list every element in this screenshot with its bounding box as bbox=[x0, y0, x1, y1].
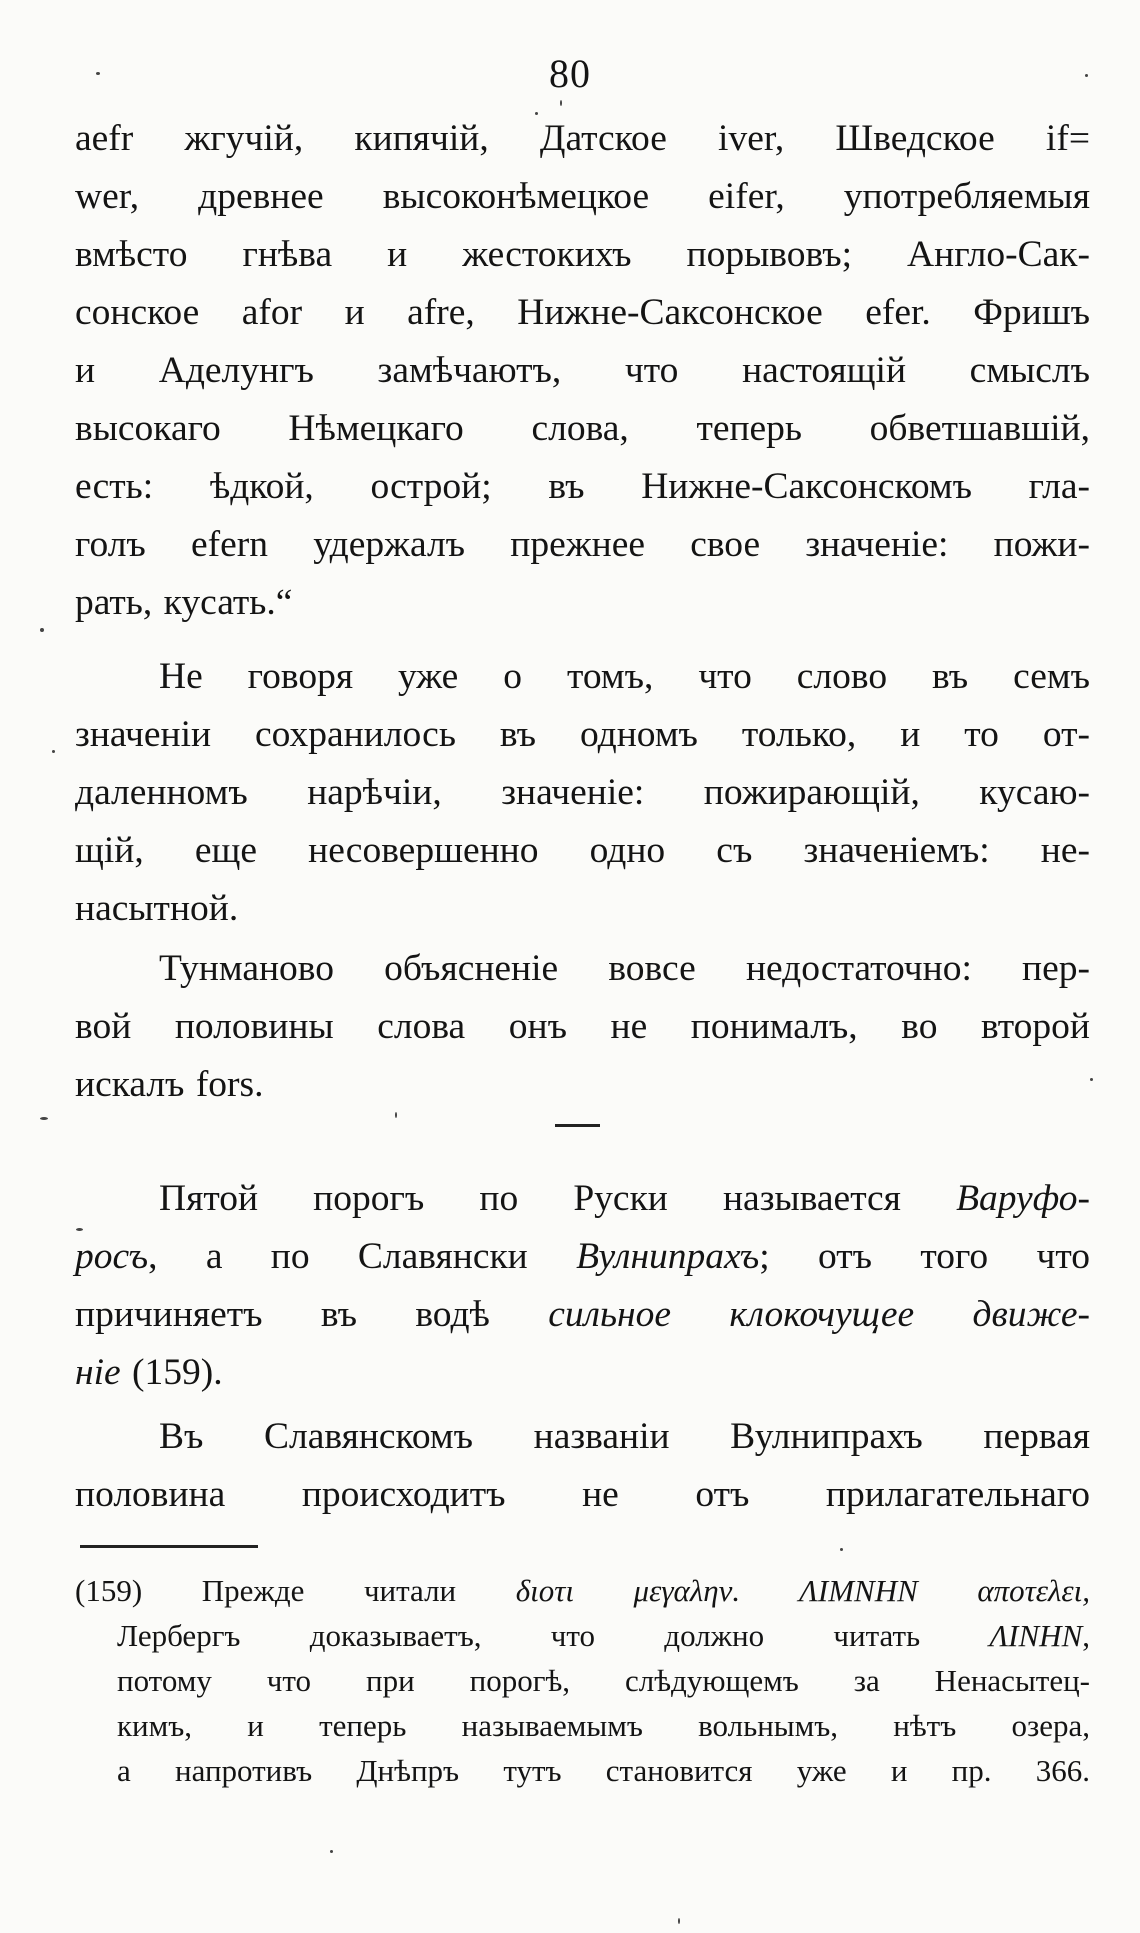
footnote-ref: (159). bbox=[120, 1352, 223, 1393]
text-line: есть: ѣдкой, острой; въ Нижне-Саксонскомъ гла- bbox=[75, 466, 1090, 507]
text-line: щій, еще несовершенно одно съ значеніемъ: не- bbox=[75, 830, 1090, 871]
text-line: сонское afor и afre, Нижне-Саксонское efer. Фришъ bbox=[75, 292, 1090, 333]
paper-speck bbox=[52, 750, 55, 753]
paragraph-4 bbox=[75, 1170, 1090, 1402]
paper-speck bbox=[678, 1918, 680, 1924]
paper-speck bbox=[96, 72, 100, 75]
text-line bbox=[75, 1286, 1090, 1344]
text-line: искалъ fors. bbox=[75, 1064, 264, 1105]
paper-speck bbox=[40, 1117, 48, 1120]
text-span: Пятой порогъ по Руски называется bbox=[159, 1178, 957, 1219]
paper-speck bbox=[535, 112, 538, 115]
paper-speck bbox=[560, 100, 562, 106]
text-span: причиняетъ въ водѣ bbox=[75, 1294, 549, 1335]
text-line: Тунманово объясненіе вовсе недостаточно: пер- bbox=[159, 948, 1090, 989]
paper-speck bbox=[40, 628, 44, 632]
footnote bbox=[75, 1568, 1090, 1793]
term-varuforos-end: росъ bbox=[75, 1236, 149, 1277]
footnote-line bbox=[75, 1568, 1090, 1613]
paper-speck bbox=[395, 1112, 397, 1118]
text-span: ; отъ того что bbox=[759, 1236, 1090, 1277]
paragraph-5 bbox=[75, 1408, 1090, 1524]
paper-speck bbox=[76, 1228, 83, 1231]
paper-speck bbox=[1090, 1078, 1093, 1081]
text-line: голъ efern удержалъ прежнее свое значеніе: пожи- bbox=[75, 524, 1090, 565]
text-line bbox=[75, 1228, 1090, 1286]
text-line: aefr жгучій, кипячій, Датское iver, Шведское if= bbox=[75, 118, 1090, 159]
paragraph-3 bbox=[75, 940, 1090, 1114]
italic-phrase-end: ніе bbox=[75, 1352, 121, 1393]
text-line: Въ Славянскомъ названіи Вулнипрахъ первая bbox=[159, 1416, 1090, 1457]
text-line: высокаго Нѣмецкаго слова, теперь обветшавшій, bbox=[75, 408, 1090, 449]
paper-speck bbox=[840, 1548, 843, 1551]
text-span: Прежде читали bbox=[142, 1573, 516, 1608]
greek-word: ΛΙΝΗΝ bbox=[989, 1618, 1083, 1653]
paragraph-1 bbox=[75, 110, 1090, 632]
page-number: 80 bbox=[549, 51, 591, 96]
text-line: даленномъ нарѣчіи, значеніе: пожирающій, кусаю- bbox=[75, 772, 1090, 813]
text-line bbox=[75, 1344, 1090, 1402]
text-line: и Аделунгъ замѣчаютъ, что настоящій смыслъ bbox=[75, 350, 1090, 391]
term-varuforos: Варуфо- bbox=[956, 1178, 1090, 1219]
text-line: wer, древнее высоконѣмецкое eifer, употребляемыя bbox=[75, 176, 1090, 217]
text-line: рать, кусать.“ bbox=[75, 582, 293, 623]
text-line: вмѣсто гнѣва и жестокихъ порывовъ; Англо-Сак- bbox=[75, 234, 1090, 275]
text-span: Лербергъ доказываетъ, что должно читать bbox=[117, 1618, 990, 1653]
footnote-rule bbox=[80, 1545, 258, 1548]
term-vulniprakh: Вулнипрахъ bbox=[576, 1236, 760, 1277]
greek-quote: διοτι μεγαλην. ΛΙΜΝΗΝ αποτελει, bbox=[515, 1573, 1090, 1608]
text-line: значеніи сохранилось въ одномъ только, и то от- bbox=[75, 714, 1090, 755]
text-span: , а по Славянски bbox=[148, 1236, 577, 1277]
text-line: насытной. bbox=[75, 888, 239, 929]
text-line: вой половины слова онъ не понималъ, во второй bbox=[75, 1006, 1090, 1047]
section-separator bbox=[555, 1124, 600, 1127]
footnote-line: потому что при порогѣ, слѣдующемъ за Ненасытец- bbox=[117, 1663, 1090, 1698]
text-line: Не говоря уже о томъ, что слово въ семъ bbox=[159, 656, 1090, 697]
footnote-line: а напротивъ Днѣпръ тутъ становится уже и пр. 366. bbox=[117, 1753, 1090, 1788]
footnote-marker: (159) bbox=[75, 1573, 143, 1608]
footnote-line bbox=[75, 1613, 1090, 1658]
text-line: половина происходитъ не отъ прилагательнаго bbox=[75, 1474, 1090, 1515]
text-line bbox=[75, 1170, 1090, 1228]
italic-phrase: сильное клокочущее движе- bbox=[548, 1294, 1090, 1335]
text-span: , bbox=[1082, 1618, 1090, 1653]
paper-speck bbox=[1085, 74, 1088, 77]
paper-speck bbox=[330, 1850, 333, 1853]
paragraph-2 bbox=[75, 648, 1090, 938]
footnote-line: кимъ, и теперь называемымъ вольнымъ, нѣтъ озера, bbox=[117, 1708, 1090, 1743]
